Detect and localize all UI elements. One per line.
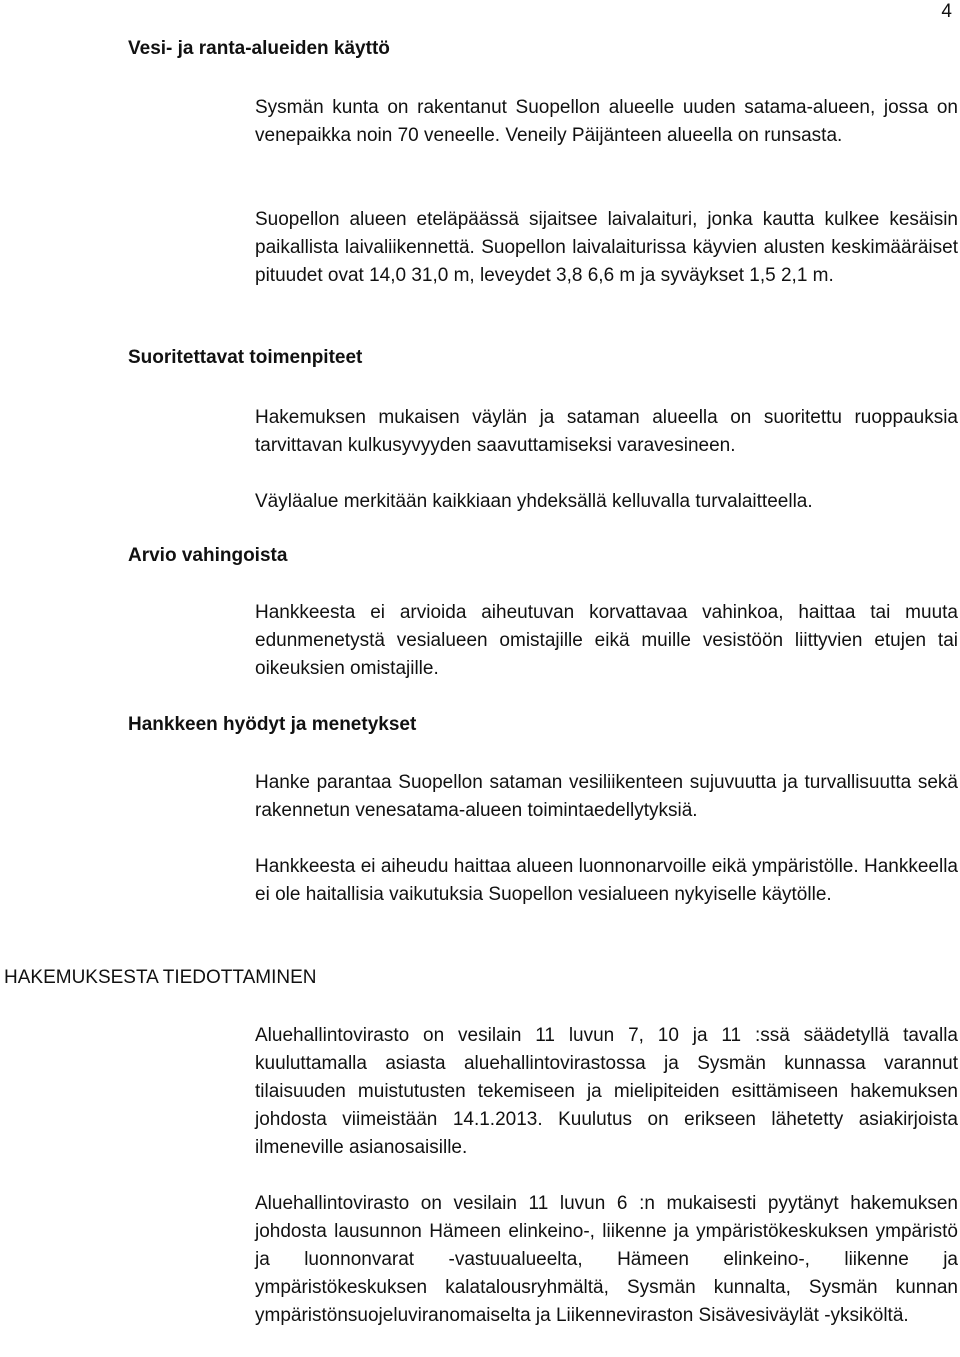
- paragraph-lausunnot: Aluehallintovirasto on vesilain 11 luvun 6 :n mukaisesti pyytänyt hakemuksen johdosta lausunnon Hämeen elinkeino-, liikenne ja ympäristökeskuksen ympäristö ja luonnonvarat -vastuualueelta, Hämeen elinkeino-, liikenne ja ympäristökeskuksen kalatalousryhmältä, Sysmän kunnalta, Sysmän kunnan ympäristönsuojeluviranomaiselta ja Liikenneviraston Sisävesiväylät -yksiköltä.: [255, 1193, 958, 1326]
- heading-vesi-ja-ranta: Vesi- ja ranta-alueiden käyttö: [128, 38, 390, 59]
- paragraph-menetykset: Hankkeesta ei aiheudu haittaa alueen luonnonarvoille eikä ympäristölle. Hankkeella ei ole haitallisia vaikutuksia Suopellon vesialueen nykyiselle käytölle.: [255, 856, 958, 905]
- heading-arvio-vahingoista: Arvio vahingoista: [128, 545, 288, 566]
- heading-suoritettavat: Suoritettavat toimenpiteet: [128, 347, 363, 368]
- paragraph-satama-alue: Sysmän kunta on rakentanut Suopellon alueelle uuden satama-alueen, jossa on venepaikka noin 70 veneelle. Veneily Päijänteen alueella on runsasta.: [255, 97, 958, 146]
- paragraph-laivalaituri: Suopellon alueen eteläpäässä sijaitsee laivalaituri, jonka kautta kulkee kesäisin paikallista laivaliikennettä. Suopellon laivalaiturissa käyvien alusten keskimääräiset pituudet ovat 14,0 31,0 m, leveydet 3,8 6,6 m ja syväykset 1,5 2,1 m.: [255, 209, 958, 286]
- heading-hyodyt: Hankkeen hyödyt ja menetykset: [128, 714, 417, 735]
- paragraph-kuuluttaminen: Aluehallintovirasto on vesilain 11 luvun 7, 10 ja 11 :ssä säädetyllä tavalla kuuluttamalla asiasta aluehallintovirastossa ja Sysmän kunnassa varannut tilaisuuden muistutusten tekemiseen ja mielipiteiden esittämiseen hakemuksen johdosta viimeistään 14.1.2013. Kuulutus on erikseen lähetetty asiakirjoista ilmeneville asianosaisille.: [255, 1025, 958, 1158]
- paragraph-turvalaitteet: Väyläalue merkitään kaikkiaan yhdeksällä kelluvalla turvalaitteella.: [255, 491, 813, 512]
- paragraph-hyodyt: Hanke parantaa Suopellon sataman vesiliikenteen sujuvuutta ja turvallisuutta sekä rakennetun venesatama-alueen toimintaedellytyksiä.: [255, 772, 958, 821]
- page-number: 4: [941, 1, 952, 22]
- paragraph-ruoppaukset: Hakemuksen mukaisen väylän ja sataman alueella on suoritettu ruoppauksia tarvittavan kulkusyvyyden saavuttamiseksi varavesineen.: [255, 407, 958, 456]
- heading-tiedottaminen: HAKEMUKSESTA TIEDOTTAMINEN: [4, 967, 317, 988]
- paragraph-vahingot: Hankkeesta ei arvioida aiheutuvan korvattavaa vahinkoa, haittaa tai muuta edunmenetystä vesialueen omistajille eikä muille vesistöön liittyvien etujen tai oikeuksien omistajille.: [255, 602, 958, 679]
